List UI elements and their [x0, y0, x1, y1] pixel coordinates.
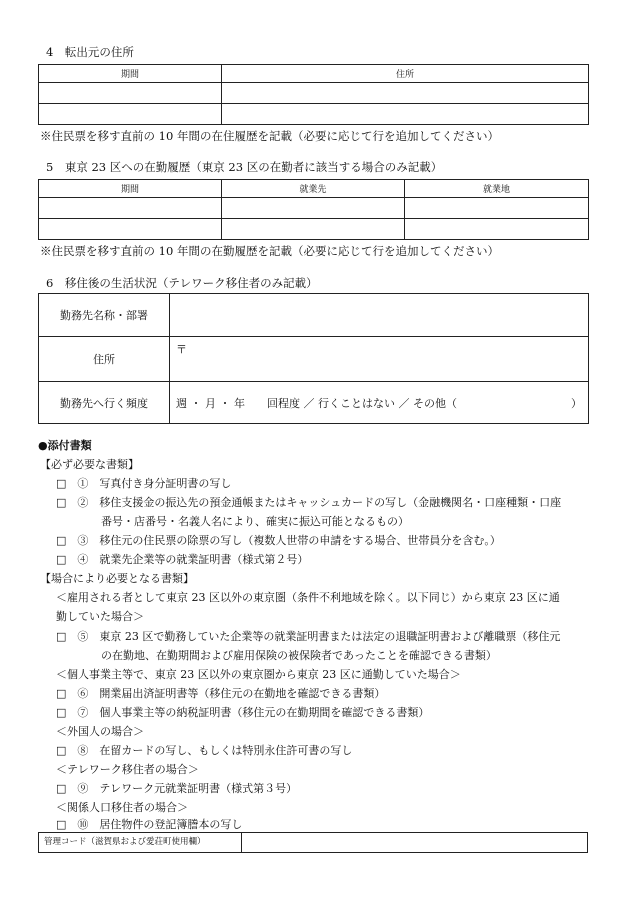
employer-cell[interactable] — [222, 219, 405, 240]
attachment-item-4[interactable]: □ ④ 就業先企業等の就業証明書（様式第２号） — [56, 553, 309, 566]
frequency-close: ） — [571, 396, 582, 410]
period-cell[interactable] — [39, 83, 222, 104]
frequency-label: 勤務先へ行く頻度 — [39, 382, 170, 424]
case-heading-commuter: ＜雇用される者として東京 23 区以外の東京圏（条件不利地域を除く。以下同じ）から東京 23 区に通 — [56, 591, 560, 604]
attachment-item-8[interactable]: □ ⑧ 在留カードの写し、もしくは特別永住許可書の写し — [56, 744, 353, 757]
column-header-workplace: 就業地 — [405, 180, 589, 198]
conditional-docs-heading: 【場合により必要となる書類】 — [40, 572, 194, 585]
attachment-item-1[interactable]: □ ① 写真付き身分証明書の写し — [56, 477, 232, 490]
period-cell[interactable] — [39, 219, 222, 240]
address-cell[interactable] — [222, 83, 589, 104]
attachment-item-7[interactable]: □ ⑦ 個人事業主等の納税証明書（移住元の在勤期間を確認できる書類） — [56, 706, 430, 719]
section4-note: ※住民票を移す直前の 10 年間の在住履歴を記載（必要に応じて行を追加してください） — [40, 129, 499, 143]
case-heading-telework: ＜テレワーク移住者の場合＞ — [56, 763, 199, 776]
address-label: 住所 — [39, 337, 170, 382]
workplace-cell[interactable] — [405, 219, 589, 240]
frequency-field[interactable] — [170, 382, 589, 424]
management-code-label: 管理コード（滋賀県および愛荘町使用欄） — [39, 833, 242, 852]
postal-mark: 〒 — [176, 343, 187, 356]
section5-heading: 5 東京 23 区への在勤履歴（東京 23 区の在勤者に該当する場合のみ記載） — [46, 160, 443, 174]
case-heading-commuter-cont: 勤していた場合＞ — [56, 610, 144, 623]
employer-field[interactable] — [170, 294, 589, 337]
column-header-address: 住所 — [222, 65, 589, 83]
section4-heading: 4 転出元の住所 — [46, 45, 134, 59]
required-docs-heading: 【必ず必要な書類】 — [40, 458, 139, 471]
frequency-options: 週 ・ 月 ・ 年 回程度 ／ 行くことはない ／ その他（ — [176, 396, 457, 410]
employer-label: 勤務先名称・部署 — [39, 294, 170, 337]
attachment-item-9[interactable]: □ ⑨ テレワーク元就業証明書（様式第３号） — [56, 782, 298, 795]
employer-cell[interactable] — [222, 198, 405, 219]
attachment-item-5-cont: の在勤地、在勤期間および雇用保険の被保険者であったことを確認できる書類） — [101, 649, 497, 662]
attachments-title: ●添付書類 — [38, 439, 92, 452]
address-cell[interactable] — [222, 104, 589, 125]
case-heading-related-population: ＜関係人口移住者の場合＞ — [56, 801, 188, 814]
attachment-item-5[interactable]: □ ⑤ 東京 23 区で勤務していた企業等の就業証明書または法定の退職証明書および離職票（移住元 — [56, 630, 561, 643]
column-header-employer: 就業先 — [222, 180, 405, 198]
workplace-cell[interactable] — [405, 198, 589, 219]
case-heading-foreigner: ＜外国人の場合＞ — [56, 725, 144, 738]
column-header-period: 期間 — [39, 180, 222, 198]
management-code-field[interactable] — [243, 833, 587, 852]
section6-heading: 6 移住後の生活状況（テレワーク移住者のみ記載） — [46, 276, 318, 290]
section5-note: ※住民票を移す直前の 10 年間の在勤履歴を記載（必要に応じて行を追加してください） — [40, 244, 499, 258]
work-history-table — [38, 179, 589, 240]
attachment-item-3[interactable]: □ ③ 移住元の住民票の除票の写し（複数人世帯の申請をする場合、世帯員分を含む。） — [56, 534, 501, 547]
attachment-item-6[interactable]: □ ⑥ 開業届出済証明書等（移住元の在勤地を確認できる書類） — [56, 687, 386, 700]
post-move-life-table — [38, 293, 589, 424]
column-header-period: 期間 — [39, 65, 222, 83]
period-cell[interactable] — [39, 104, 222, 125]
period-cell[interactable] — [39, 198, 222, 219]
attachment-item-10[interactable]: □ ⑩ 居住物件の登記簿謄本の写し — [56, 818, 243, 831]
workplace-address-field[interactable] — [170, 337, 589, 382]
attachment-item-2-cont: 番号・店番号・名義人名により、確実に振込可能となるもの） — [101, 515, 409, 528]
case-heading-self-employed: ＜個人事業主等で、東京 23 区以外の東京圏から東京 23 区に通勤していた場合＞ — [56, 668, 461, 681]
attachment-item-2[interactable]: □ ② 移住支援金の振込先の預金通帳またはキャッシュカードの写し（金融機関名・口座種類・口座 — [56, 496, 562, 509]
residence-history-table — [38, 64, 589, 125]
management-code-box — [38, 832, 588, 853]
